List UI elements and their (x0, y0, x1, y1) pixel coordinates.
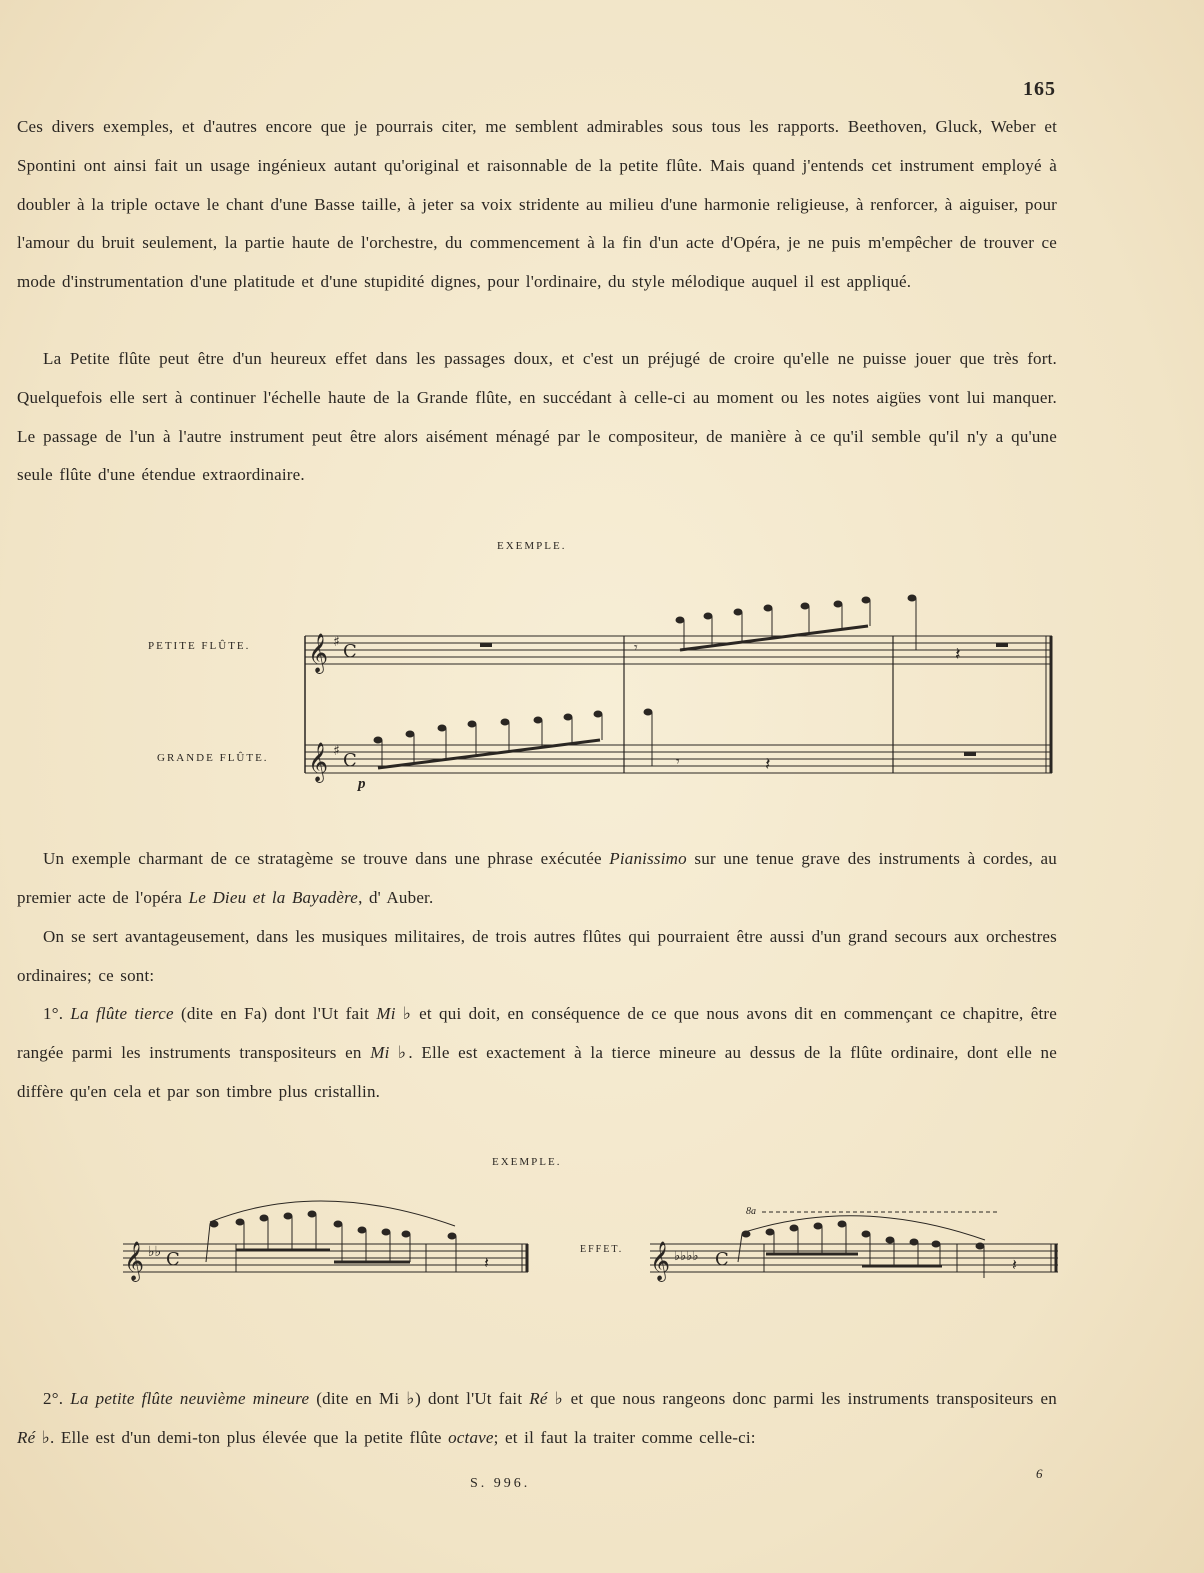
svg-text:𝄽: 𝄽 (484, 1255, 489, 1272)
example-2-left-notes (206, 1201, 489, 1272)
p5-italic-mi: Mi (376, 1004, 396, 1023)
flat-key-icon: ♭♭♭♭ (674, 1249, 699, 1264)
paragraph-1: Ces divers exemples, et d'autres encore que je pourrais citer, me semblent admirables sous tous les rapports. Beethoven, Gluck, Weber et Spontini ont ainsi fait un usage ingénieux autant qu'original et raisonnable de la petite flûte. Mais quand j'entends cet instrument employé à doubler à la triple octave le chant d'une Basse taille, à jeter sa voix stridente au milieu d'une harmonie religieuse, à renforcer, à aiguiser, pour l'amour du bruit seulement, la partie haute de l'orchestre, du commencement à la fin d'un acte d'Opéra, je ne puis m'empêcher de trouver ce mode d'instrumentation d'une platitude et d'une stupidité dignes, pour l'ordinaire, du style mélodique auquel il est appliqué. (17, 117, 1057, 292)
svg-text:𝄾: 𝄾 (676, 755, 680, 770)
paragraph-2: La Petite flûte peut être d'un heureux effet dans les passages doux, et c'est un préjugé de croire qu'elle ne puisse jouer que très fort. Quelquefois elle sert à continuer l'échelle haute de la Grande flûte, en succédant à celle-ci au moment ou les notes aigües vont lui manquer. Le passage de l'un à l'autre instrument peut être alors aisément ménagé par le compositeur, de manière à ce qu'il semble qu'il n'y a qu'une seule flûte d'une étendue extraordinaire. (17, 349, 1057, 485)
paragraph-4: On se sert avantageusement, dans les musiques militaires, de trois autres flûtes qui pourraient être aussi d'un grand secours aux orchestres ordinaires; ce sont: (17, 927, 1057, 985)
octave-mark: 8a (746, 1206, 756, 1217)
petite-flute-label: PETITE FLÛTE. (148, 640, 251, 652)
p5-text-c: ♭ et qui doit, en conséquence de ce que nous avons dit en commençant ce chapitre, être rangée parmi les instruments transpositeurs en (17, 1004, 1057, 1062)
sharp-key-icon: ♯ (333, 743, 340, 759)
petite-flute-final (908, 595, 1008, 664)
page-number: 165 (1023, 78, 1056, 100)
example-2-staff-left (123, 1244, 528, 1272)
treble-clef-icon: 𝄞 (308, 742, 329, 782)
example-2-right-notes (738, 1216, 1017, 1278)
flat-key-icon: ♭♭ (148, 1244, 162, 1260)
p3-italic-opera-title: Le Dieu et la Bayadère (188, 887, 359, 907)
treble-clef-icon: 𝄞 (650, 1241, 671, 1281)
p5-text-a: 1°. (43, 1004, 71, 1023)
svg-text:𝄽: 𝄽 (765, 754, 771, 774)
example-1-staff-top (305, 636, 1052, 664)
p5-italic-mi-2: Mi (370, 1042, 390, 1062)
sheet-mark: 6 (1036, 1466, 1043, 1481)
p6-text-d: ♭. Elle est d'un demi-ton plus élevée que la petite flûte (35, 1427, 449, 1447)
p6-text-c: ♭ et que nous rangeons donc parmi les instruments transpositeurs en (547, 1389, 1057, 1408)
p6-text-b: (dite en Mi ♭) dont l'Ut fait (309, 1389, 530, 1408)
p5-italic-flute-tierce: La flûte tierce (70, 1004, 174, 1023)
example-2-heading: EXEMPLE. (492, 1156, 562, 1168)
dynamic-piano: p (358, 776, 366, 792)
svg-text:𝄾: 𝄾 (634, 641, 638, 656)
example-2-staff-right (650, 1244, 1058, 1272)
p6-text-e: ; et il faut la traiter comme celle-ci: (493, 1427, 756, 1447)
svg-text:𝄽: 𝄽 (1012, 1257, 1017, 1274)
p6-italic-petite-flute-neuvieme: La petite flûte neuvième mineure (70, 1389, 310, 1408)
p3-text-b: sur une tenue grave des instruments à cordes, au premier acte de l'opéra (17, 849, 1057, 907)
p3-italic-pianissimo: Pianissimo (609, 849, 687, 868)
p6-text-a: 2°. (43, 1389, 71, 1408)
p5-text-d: ♭. Elle est exactement à la tierce mineure au dessus de la flûte ordinaire, dont elle ne diffère qu'en cela et par son timbre plus cristallin. (17, 1042, 1057, 1101)
petite-flute-run (634, 597, 870, 656)
p5-text-b: (dite en Fa) dont l'Ut fait (173, 1004, 377, 1023)
svg-text:𝄽: 𝄽 (955, 644, 961, 664)
rest-icon (480, 643, 492, 647)
p3-text-a: Un exemple charmant de ce stratagème se trouve dans une phrase exécutée (43, 849, 610, 868)
common-time-icon: C (715, 1249, 729, 1270)
p6-italic-re-2: Ré (17, 1427, 36, 1447)
plate-signature: S. 996. (470, 1476, 531, 1491)
grande-flute-label: GRANDE FLÛTE. (157, 752, 269, 764)
p6-italic-re: Ré (529, 1389, 548, 1408)
p6-italic-octave: octave (448, 1427, 494, 1447)
common-time-icon: C (166, 1249, 180, 1270)
common-time-icon: C (343, 750, 357, 771)
example-1-heading: EXEMPLE. (497, 540, 567, 552)
p3-text-c: , d' Auber. (358, 887, 434, 907)
grande-flute-end (644, 709, 976, 774)
sharp-key-icon: ♯ (333, 634, 340, 650)
treble-clef-icon: 𝄞 (124, 1241, 145, 1281)
effet-label: EFFET. (580, 1244, 624, 1255)
common-time-icon: C (343, 641, 357, 662)
treble-clef-icon: 𝄞 (308, 633, 329, 673)
